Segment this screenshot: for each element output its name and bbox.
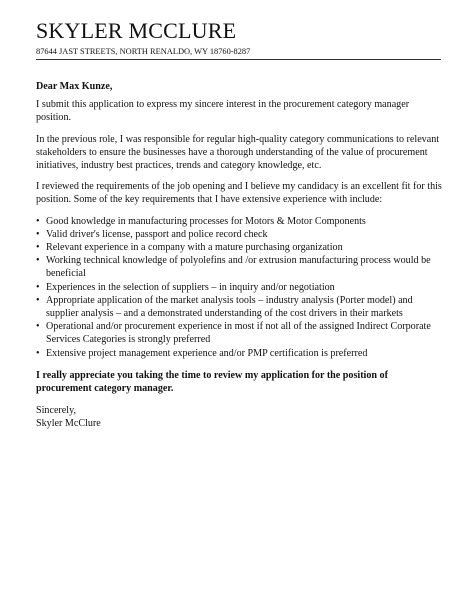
signature-name: Skyler McClure	[36, 418, 101, 430]
intro-paragraph: I submit this application to express my sincere interest in the procurement category manager position.	[36, 99, 410, 124]
bullet-icon: •	[36, 294, 40, 306]
applicant-name: SKYLER MCCLURE	[36, 18, 237, 43]
list-item-text: Extensive project management experience and/or PMP certification is preferred	[46, 347, 368, 359]
list-item-text: Relevant experience in a company with a mature purchasing organization	[46, 242, 343, 254]
bullet-icon: •	[36, 255, 40, 267]
list-item-text: Operational and/or procurement experience in most if not all of the assigned Indirect Corporate Services Categories is strongly preferred	[46, 321, 431, 346]
list-item	[36, 215, 446, 228]
list-item	[36, 347, 446, 360]
bullet-icon: •	[36, 228, 40, 240]
list-item	[36, 294, 446, 320]
list-item	[36, 228, 446, 241]
bullet-icon: •	[36, 215, 40, 227]
experience-paragraph: In the previous role, I was responsible for regular high-quality category communications to relevant stakeholders to ensure the businesses have a thorough understanding of the value of procurement initiatives, industry best practices, trends and category knowledge, etc.	[36, 133, 440, 172]
letter-body	[36, 80, 446, 431]
requirements-intro-paragraph: I reviewed the requirements of the job opening and I believe my candidacy is an excellent fit for this position. Some of the key requirements that I have extensive experience with include:	[36, 181, 442, 206]
letter-header	[36, 18, 441, 57]
bullet-icon: •	[36, 321, 40, 333]
closing-statement: I really appreciate you taking the time to review my application for the position of procurement category manager.	[36, 369, 388, 395]
bullet-icon: •	[36, 347, 40, 359]
bullet-icon: •	[36, 242, 40, 254]
list-item	[36, 281, 446, 294]
applicant-address: 87644 JAST STREETS, NORTH RENALDO, WY 18760-8287	[36, 47, 251, 56]
list-item-text: Appropriate application of the market analysis tools – industry analysis (Porter model) and supplier analysis – and a demonstrated understanding of the cost drivers in their markets	[46, 294, 413, 320]
requirements-list	[36, 215, 446, 360]
header-divider	[36, 59, 441, 60]
list-item	[36, 320, 446, 346]
list-item-text: Good knowledge in manufacturing processes for Motors & Motor Components	[46, 215, 366, 227]
list-item	[36, 254, 446, 280]
greeting: Dear Max Kunze,	[36, 81, 113, 92]
list-item-text: Experiences in the selection of suppliers – in inquiry and/or negotiation	[46, 281, 335, 293]
bullet-icon: •	[36, 281, 40, 293]
signoff: Sincerely,	[36, 405, 76, 417]
list-item	[36, 241, 446, 254]
list-item-text: Working technical knowledge of polyolefins and /or extrusion manufacturing process would be beneficial	[46, 255, 431, 280]
list-item-text: Valid driver's license, passport and police record check	[46, 228, 268, 240]
